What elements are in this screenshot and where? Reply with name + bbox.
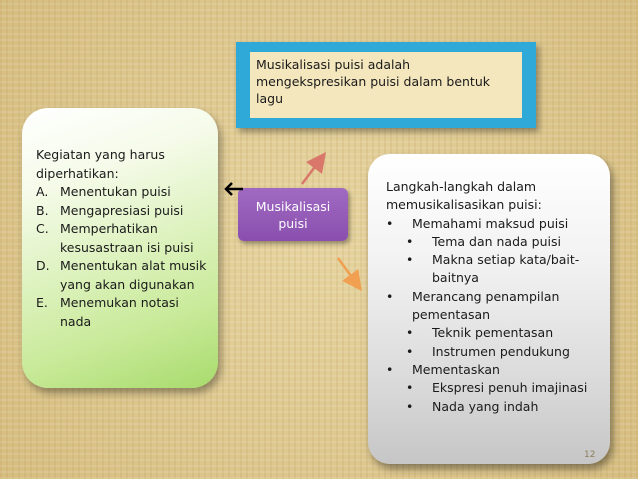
center-topic-box — [238, 188, 348, 241]
substep-text: Nada yang indah — [432, 398, 539, 414]
list-marker: B. — [36, 202, 49, 218]
arrow-up-icon — [302, 160, 320, 184]
list-item — [36, 294, 208, 331]
arrow-down-icon — [338, 258, 356, 283]
activities-title: Kegiatan yang harus diperhatikan: — [36, 147, 165, 181]
list-item-text: Menentukan alat musik yang akan digunakan — [60, 258, 207, 292]
bullet-icon: • — [406, 325, 414, 341]
list-item — [36, 220, 208, 257]
bullet-icon: • — [406, 343, 414, 359]
list-item-text: Menemukan notasi nada — [60, 295, 179, 329]
activities-list — [36, 183, 208, 331]
substep-text: Tema dan nada puisi — [432, 233, 561, 249]
step-text: Mementaskan — [412, 361, 500, 377]
steps-box — [368, 154, 610, 464]
bullet-icon: • — [386, 288, 394, 304]
definition-text: Musikalisasi puisi adalah mengekspresikan puisi dalam bentuk lagu — [250, 52, 522, 118]
definition-box — [236, 42, 536, 128]
list-item-text: Mengapresiasi puisi — [60, 202, 184, 218]
list-item — [36, 183, 208, 202]
bullet-icon: • — [406, 398, 414, 414]
list-item — [386, 215, 602, 288]
bullet-icon: • — [406, 380, 414, 396]
steps-title: Langkah-langkah dalam memusikalisasikan puisi: — [386, 179, 542, 213]
list-item — [36, 257, 208, 294]
list-marker: E. — [36, 295, 48, 310]
bullet-icon: • — [386, 361, 394, 377]
list-marker: D. — [36, 258, 50, 273]
substep-text: Instrumen pendukung — [432, 343, 570, 359]
list-marker: A. — [36, 184, 49, 199]
list-item — [36, 202, 208, 221]
bullet-icon: • — [406, 252, 414, 268]
step-text: Merancang penampilan pementasan — [412, 288, 560, 323]
bullet-icon: • — [386, 215, 394, 231]
substep-text: Teknik pementasan — [432, 325, 554, 341]
list-item — [386, 361, 602, 416]
center-topic-label: Musikalisasi puisi — [255, 198, 331, 231]
steps-list — [386, 215, 602, 416]
step-text: Memahami maksud puisi — [412, 215, 569, 231]
list-item-text: Menentukan puisi — [60, 184, 171, 199]
substep-text: Makna setiap kata/bait-baitnya — [432, 252, 580, 286]
activities-box — [22, 108, 218, 388]
bullet-icon: • — [406, 233, 414, 249]
substep-text: Ekspresi penuh imajinasi — [432, 380, 588, 396]
list-item-text: Memperhatikan kesusastraan isi puisi — [60, 221, 194, 255]
page-number: 12 — [584, 450, 596, 460]
list-marker: C. — [36, 221, 49, 236]
list-item — [386, 288, 602, 361]
